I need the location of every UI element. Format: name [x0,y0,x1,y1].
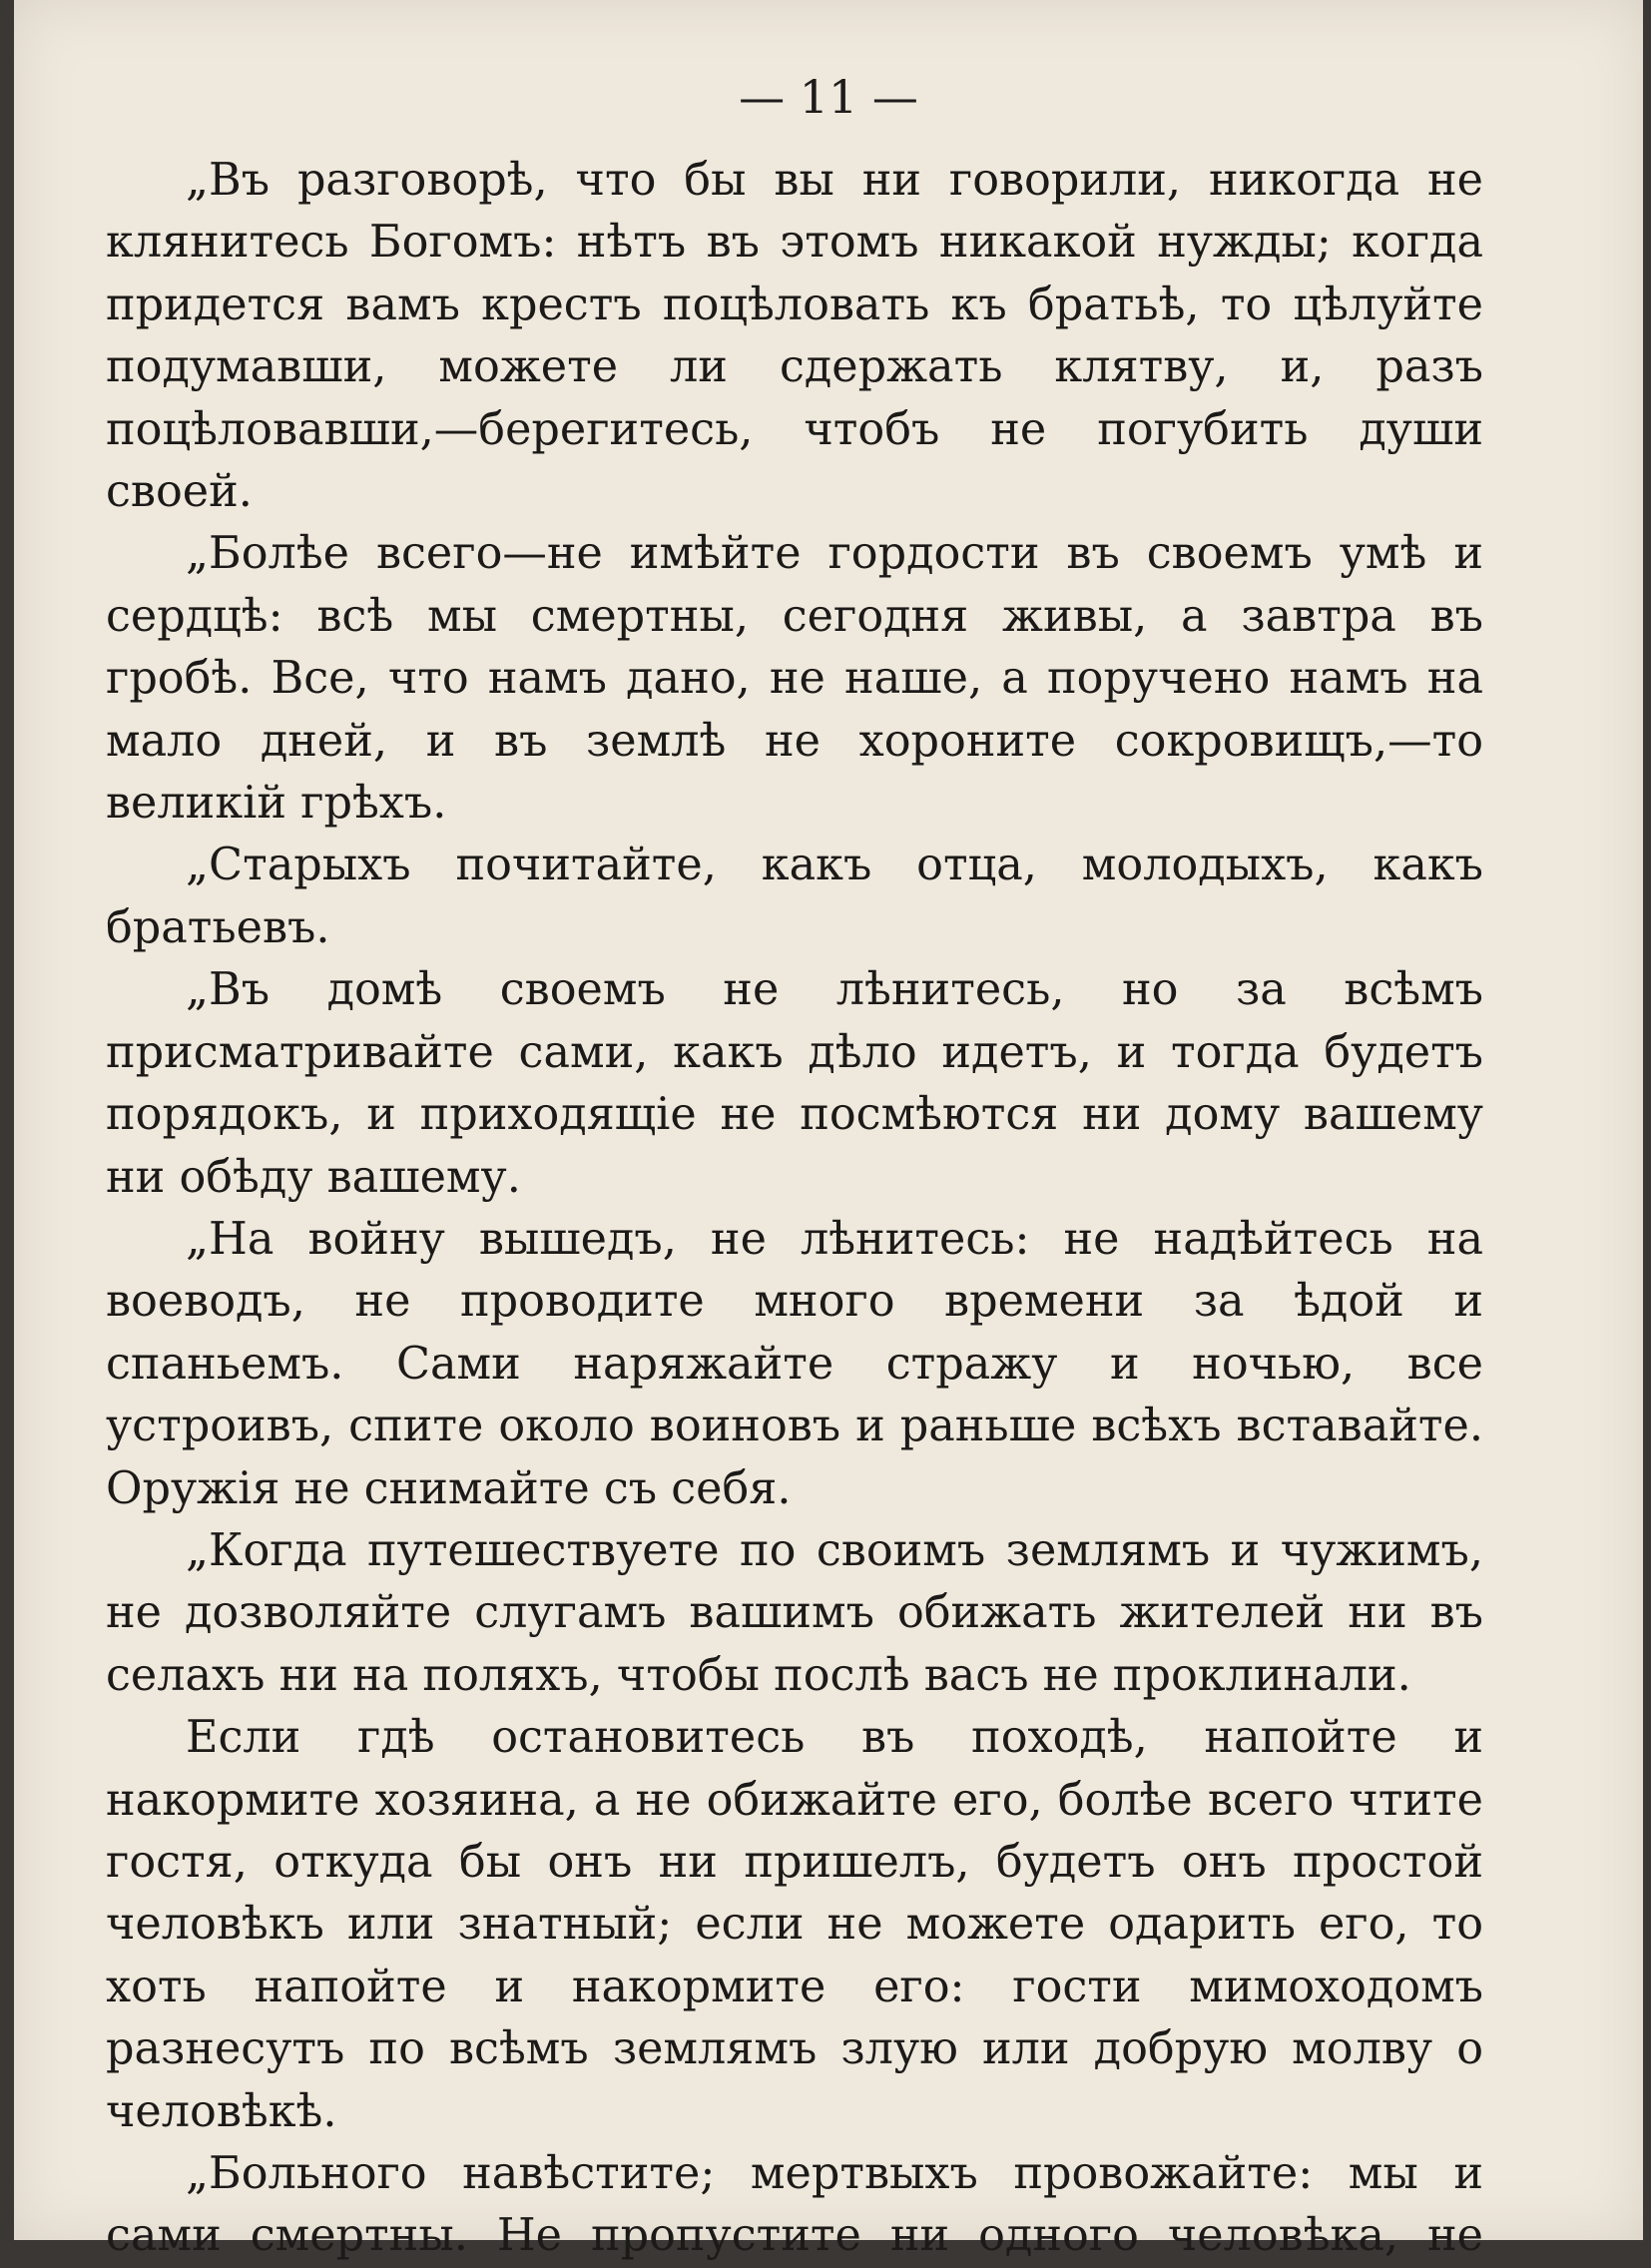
paragraph: „Больного навѣстите; мертвыхъ провожайте: мы и сами смертны. Не пропустите ни одного человѣка, не [106,2148,1483,2262]
book-page [14,0,1643,2262]
paragraph: „Въ разговорѣ, что бы вы ни говорили, никогда не клянитесь Богомъ: нѣтъ въ этомъ никакой нужды; когда придется вамъ крестъ поцѣловать къ братьѣ, то цѣлуйте подумавши, можете ли сдержать клятву, и, разъ поцѣловавши,—берегитесь, чтобъ не погубить души своей. [106,155,1483,518]
paragraph: „Когда путешествуете по своимъ землямъ и чужимъ, не дозволяйте слугамъ вашимъ обижать жителей ни въ селахъ ни на поляхъ, чтобы послѣ васъ не проклинали. [106,1524,1483,1701]
body-text [106,150,1483,2268]
paragraph: Если гдѣ остановитесь въ походѣ, напойте и накормите хозяина, а не обижайте его, болѣе всего чтите гостя, откуда бы онъ ни пришелъ, будетъ онъ простой человѣкъ или знатный; если не можете одарить его, то хоть напойте и накормите его: гости мимоходомъ разнесутъ по всѣмъ землямъ злую или добрую молву о человѣкѣ. [106,1712,1483,2137]
paragraph: „Болѣе всего—не имѣйте гордости въ своемъ умѣ и сердцѣ: всѣ мы смертны, сегодня живы, а завтра въ гробѣ. Все, что намъ дано, не наше, а поручено намъ на мало дней, и въ землѣ не хороните сокровищъ,—то великій грѣхъ. [106,528,1483,830]
paragraph: „Въ домѣ своемъ не лѣнитесь, но за всѣмъ присматривайте сами, какъ дѣло идетъ, и тогда будетъ порядокъ, и приходящіе не посмѣются ни дому вашему ни обѣду вашему. [106,964,1483,1203]
page-number: — 11 — [739,70,918,124]
paragraph: „Старыхъ почитайте, какъ отца, молодыхъ, какъ братьевъ. [106,840,1483,953]
paragraph: „На войну вышедъ, не лѣнитесь: не надѣйтесь на воеводъ, не проводите много времени за ѣдой и спаньемъ. Сами наряжайте стражу и ночью, все устроивъ, спите около воиновъ и раньше всѣхъ вставайте. Оружія не снимайте съ себя. [106,1213,1483,1514]
